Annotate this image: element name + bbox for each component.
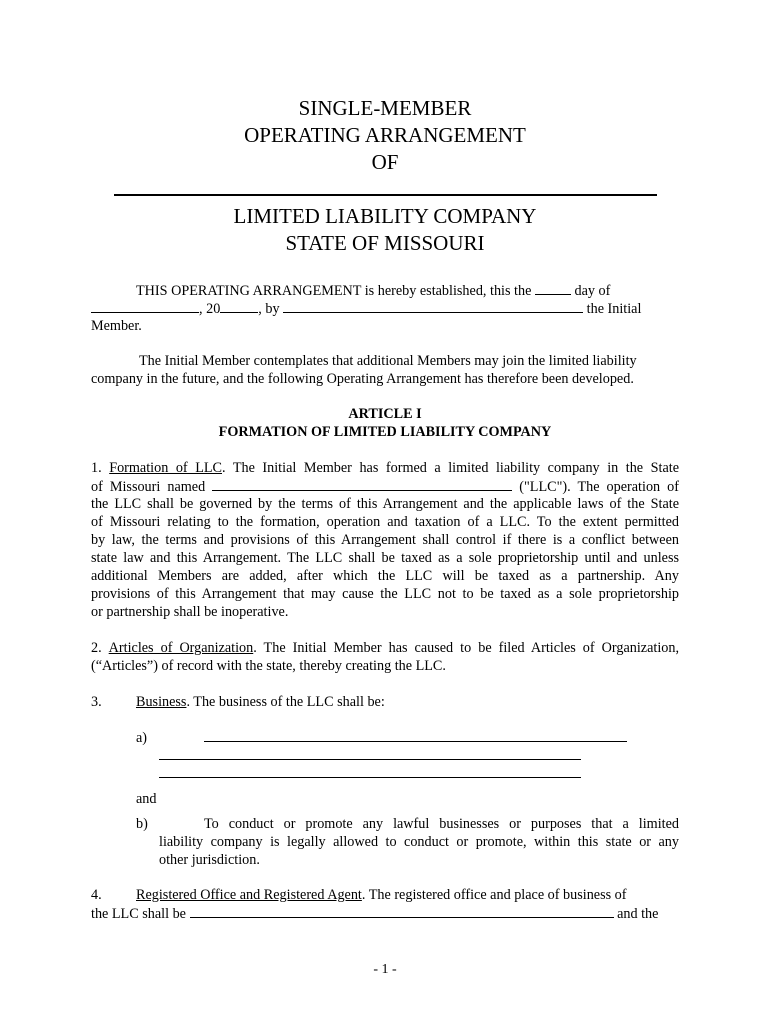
s3-and: and (136, 791, 157, 807)
title-line-5: STATE OF MISSOURI (285, 231, 485, 255)
s1-line-3: the LLC shall be governed by the terms of this Arrangement and the applicable laws of the State (91, 496, 679, 512)
intro-text-2: day of (574, 283, 611, 299)
article-heading: FORMATION OF LIMITED LIABILITY COMPANY (218, 424, 552, 440)
s4-title: Registered Office and Registered Agent (136, 887, 362, 903)
s1-text-2a: of Missouri named (91, 479, 206, 495)
article-number: ARTICLE I (348, 406, 422, 422)
intro-text-3: , 20 (199, 301, 221, 317)
s2-number: 2. (91, 640, 102, 656)
s3-title: Business (136, 694, 187, 710)
llc-name-blank (212, 478, 512, 491)
s2-line-2: (“Articles”) of record with the state, thereby creating the LLC. (91, 658, 446, 674)
s4-line-1 (136, 887, 627, 905)
s4-text-2b: and the (617, 906, 659, 922)
s3-b-label: b) (136, 816, 148, 832)
s1-line-2 (91, 478, 679, 497)
intro-line-2 (91, 300, 651, 319)
intro-text-1: THIS OPERATING ARRANGEMENT is hereby established, this the (136, 283, 532, 299)
s1-line-1 (91, 460, 679, 478)
s4-text-1: . The registered office and place of business of (361, 887, 627, 903)
s4-text-2a: the LLC shall be (91, 906, 186, 922)
s3-b-line-3: other jurisdiction. (159, 852, 260, 868)
title-line-2: OPERATING ARRANGEMENT (244, 123, 526, 147)
s1-text-2b: ("LLC"). The operation of (519, 479, 679, 495)
s2-text-1: . The Initial Member has caused to be filed Articles of Organization, (253, 640, 679, 656)
s1-text-1: . The Initial Member has formed a limited liability company in the State (222, 460, 680, 476)
page-number: - 1 - (373, 962, 397, 977)
intro-text-4: , by (258, 301, 280, 317)
registered-office-blank (190, 905, 614, 918)
s2-line-1 (91, 640, 679, 658)
s1-line-7: additional Members are added, after which the LLC will be taxed as a partnership. Any (91, 568, 679, 584)
title-line-3: OF (371, 150, 399, 174)
month-blank (91, 300, 199, 313)
title-line-1: SINGLE-MEMBER (298, 96, 472, 120)
member-name-blank (283, 300, 583, 313)
s3-b-line-2: liability company is legally allowed to conduct or promote, within this state or any (159, 834, 679, 850)
s1-number: 1. (91, 460, 102, 476)
year-blank (220, 300, 258, 313)
contemplate-line-2: company in the future, and the following Operating Arrangement has therefore been developed. (91, 371, 634, 387)
intro-text-6: Member. (91, 318, 142, 334)
business-blank-2 (159, 759, 581, 760)
s3-line-1 (136, 694, 385, 712)
s3-a-label: a) (136, 730, 148, 746)
s4-line-2 (91, 905, 681, 924)
s3-text: . The business of the LLC shall be: (186, 694, 385, 710)
s1-line-9: or partnership shall be inoperative. (91, 604, 289, 620)
intro-line-1 (136, 282, 646, 301)
day-blank (535, 282, 571, 295)
contemplate-line-1: The Initial Member contemplates that additional Members may join the limited liability (139, 353, 637, 369)
business-blank-1 (204, 741, 627, 742)
s3-number: 3. (91, 694, 102, 710)
s2-title: Articles of Organization (108, 640, 254, 656)
title-line-4: LIMITED LIABILITY COMPANY (233, 204, 537, 228)
s3-b-line-1: To conduct or promote any lawful businesses or purposes that a limited (204, 816, 679, 832)
s1-line-5: by law, the terms and provisions of this Arrangement shall control if there is a conflict between (91, 532, 679, 548)
s1-title: Formation of LLC (109, 460, 222, 476)
company-name-blank (114, 194, 657, 196)
business-blank-3 (159, 777, 581, 778)
s4-number: 4. (91, 887, 102, 903)
s1-line-4: of Missouri relating to the formation, operation and taxation of a LLC. To the extent permitted (91, 514, 679, 530)
intro-text-5: the Initial (586, 301, 642, 317)
s1-line-6: state law and this Arrangement. The LLC shall be taxed as a sole proprietorship until and unless (91, 550, 679, 566)
s1-line-8: provisions of this Arrangement that may cause the LLC not to be taxed as a sole proprietorship (91, 586, 679, 602)
